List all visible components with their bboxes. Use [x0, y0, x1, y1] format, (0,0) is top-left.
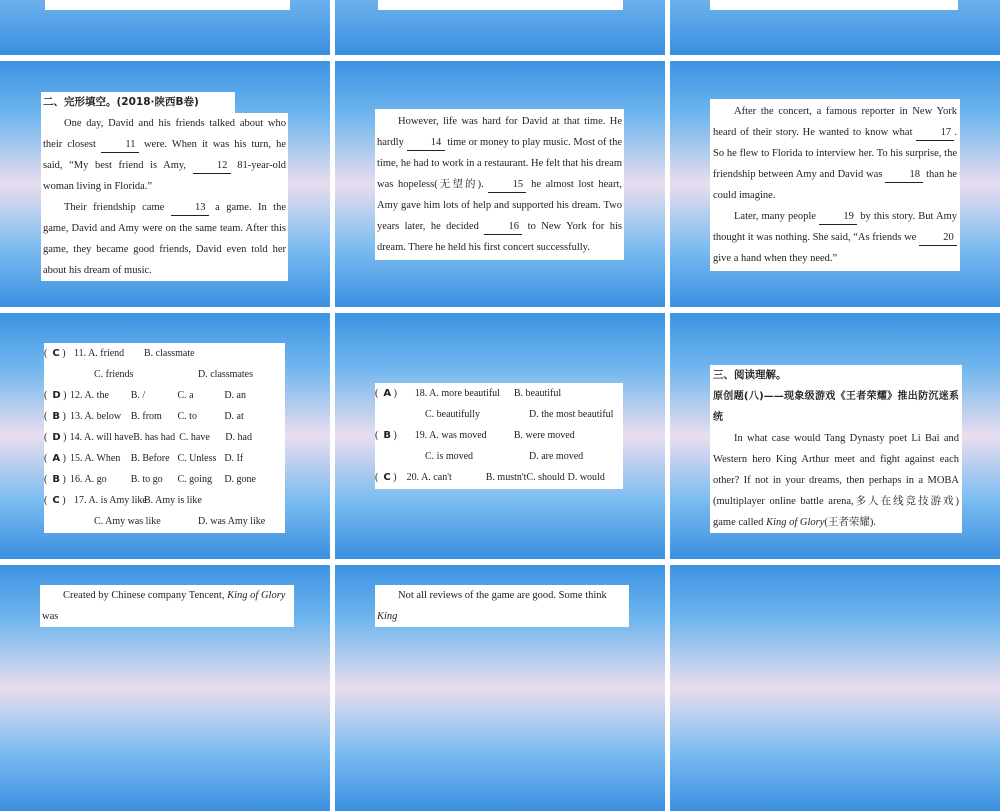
blank-13[interactable]: 13	[171, 201, 209, 216]
passage-card	[710, 99, 960, 271]
answer-row	[375, 404, 623, 425]
option-b: B. mustn't	[485, 472, 527, 483]
option-c: C. going	[177, 474, 212, 485]
option-b: B. from	[130, 411, 162, 422]
option-c: C. Unless	[177, 453, 217, 464]
option-b: B. were moved	[513, 430, 575, 441]
paragraph: Not all reviews of the game are good. Some think King	[377, 590, 607, 622]
answer-row	[44, 448, 285, 469]
answer-bracket: ( C )	[44, 495, 66, 506]
answers-card	[375, 383, 623, 489]
game-title: King	[377, 611, 398, 622]
answer-row	[44, 343, 285, 364]
slide-3[interactable]	[670, 0, 1000, 55]
option-c: C. a	[177, 390, 194, 401]
option-b	[473, 0, 515, 1]
blank-15[interactable]: 15	[488, 178, 526, 193]
answer-row	[44, 490, 285, 511]
answer-bracket: ( B )	[375, 430, 397, 441]
question-option-a: 12. A. the	[70, 390, 109, 401]
option-d: D. would	[567, 472, 605, 483]
paragraph: Later, many people 19 by this story. But Amy thought it was nothing. She said, “As friends we 20 give a hand when they need.”	[713, 211, 957, 264]
spacer	[44, 364, 94, 385]
question-option-a: 15. A. When	[70, 453, 121, 464]
option-a	[760, 0, 843, 1]
slide-1[interactable]	[0, 0, 330, 55]
spacer	[375, 404, 425, 425]
option-d	[192, 0, 236, 1]
slide-12[interactable]	[670, 565, 1000, 811]
option-c: C. Amy was like	[94, 516, 161, 527]
option-c	[515, 0, 569, 1]
paragraph: One day, David and his friends talked about who their closest 11 were. When it was his turn, he said, “My best friend is Amy, 12 81-year-old woman living in Florida.”	[43, 118, 286, 192]
answer-row	[375, 383, 623, 404]
spacer	[375, 446, 425, 467]
slide-6[interactable]	[670, 61, 1000, 307]
section-heading: 三、阅读理解。	[713, 369, 787, 381]
slide-8[interactable]	[335, 313, 665, 559]
option-c: C. beautifully	[425, 409, 480, 420]
option-d: D. an	[224, 390, 246, 401]
question-option-a: 20. A. can't	[406, 472, 452, 483]
option-d: D. classmates	[198, 369, 253, 380]
answer-row	[44, 385, 285, 406]
option-d: D. was Amy like	[198, 516, 266, 527]
blank-17[interactable]: 17	[916, 126, 954, 141]
question-option-a: 19. A. was moved	[414, 430, 487, 441]
blank-11[interactable]: 11	[101, 138, 139, 153]
blank-16[interactable]: 16	[484, 220, 522, 235]
passage-card	[710, 365, 962, 533]
option-c: C. friends	[94, 369, 134, 380]
option-c: C. to	[177, 411, 197, 422]
options-card	[45, 0, 290, 10]
slide-10[interactable]	[0, 565, 330, 811]
passage-card	[375, 109, 624, 260]
answer-row	[44, 427, 285, 448]
option-d: D. the most beautiful	[529, 409, 614, 420]
answer-bracket: ( B )	[44, 411, 66, 422]
question-option-a: 17. A. is Amy like	[74, 495, 147, 506]
blank-14[interactable]: 14	[407, 136, 445, 151]
option-c: C. is moved	[425, 451, 474, 462]
answer-row	[44, 511, 285, 532]
paragraph: However, life was hard for David at that time. He hardly 14 time or money to play music. Most of the time, he had to work in a restaurant. He felt that his dream was hopeless(无望的). 15 he almost lost heart, Amy gave him lots of help and supported his dream. Two years later, he decided 16 to New York for his dream. There he held his first concert successfully.	[377, 116, 622, 253]
answer-bracket: ( A )	[375, 388, 397, 399]
option-b	[843, 0, 909, 1]
question-option-a: 16. A. go	[70, 474, 107, 485]
option-d: D. had	[225, 432, 252, 443]
answer-list	[375, 383, 623, 488]
slide-2[interactable]	[335, 0, 665, 55]
spacer	[44, 511, 94, 532]
option-b: B. /	[130, 390, 146, 401]
option-c: C. should	[526, 472, 565, 483]
answer-bracket: ( D )	[44, 432, 67, 443]
question-option-a: 18. A. more beautiful	[414, 388, 500, 399]
option-d: D. are moved	[529, 451, 584, 462]
option-c: C. have	[179, 432, 210, 443]
option-d: D. If	[224, 453, 244, 464]
game-title: King of Glory	[227, 590, 286, 601]
question-option-a: 13. A. below	[70, 411, 122, 422]
question-option-a: 14. A. will have	[69, 432, 134, 443]
answer-row	[375, 425, 623, 446]
option-c	[909, 0, 945, 1]
option-b: B. Amy is like	[144, 495, 202, 506]
slide-7[interactable]	[0, 313, 330, 559]
answer-row	[44, 469, 285, 490]
option-d: D. at	[224, 411, 244, 422]
answer-bracket: ( A )	[44, 453, 66, 464]
option-b: B. beautiful	[513, 388, 562, 399]
answer-bracket: ( C )	[44, 348, 66, 359]
sub-heading: 原创题(八)——现象级游戏《王者荣耀》推出防沉迷系统	[713, 391, 959, 423]
options-card	[710, 0, 958, 10]
passage-card	[40, 585, 294, 627]
heading-card	[41, 92, 235, 114]
paragraph: In what case would Tang Dynasty poet Li Bai and Western hero King Arthur meet and fight against each other? If not in your dreams, then perhaps in a MOBA (multiplayer online battle arena,多人在线竞技游戏) game called King of Glory(王者荣耀).	[713, 433, 959, 528]
blank-19[interactable]: 19	[819, 210, 857, 225]
blank-18[interactable]: 18	[885, 168, 923, 183]
passage-card	[375, 585, 629, 627]
passage-card	[41, 113, 288, 281]
option-d	[569, 0, 601, 1]
option-a	[421, 0, 473, 1]
answers-card	[44, 343, 285, 533]
blank-20[interactable]: 20	[919, 231, 957, 246]
answer-list	[44, 343, 285, 532]
option-b: B. has had	[133, 432, 176, 443]
question-option-a: 11. A. friend	[74, 348, 125, 359]
option-d: D. gone	[224, 474, 256, 485]
answer-row	[44, 364, 285, 385]
option-c	[90, 0, 192, 1]
options-card	[378, 0, 623, 10]
slide-9[interactable]	[670, 313, 1000, 559]
paragraph: Created by Chinese company Tencent, King of Glory was	[42, 590, 286, 622]
paragraph: After the concert, a famous reporter in New York heard of their story. He wanted to know what 17 . So he flew to Florida to interview her. To his surprise, the friendship between Amy and David was 18 than he could imagine.	[713, 106, 957, 201]
answer-row	[375, 446, 623, 467]
game-title: King of Glory	[766, 517, 825, 528]
answer-row	[375, 467, 623, 488]
option-b: B. to go	[130, 474, 163, 485]
option-b: B. Before	[130, 453, 170, 464]
answer-bracket: ( C )	[375, 472, 397, 483]
option-b: B. classmate	[144, 348, 195, 359]
answer-bracket: ( B )	[44, 474, 66, 485]
blank-12[interactable]: 12	[193, 159, 231, 174]
slide-4[interactable]	[0, 61, 330, 307]
paragraph: Their friendship came 13 a game. In the game, David and Amy were on the same team. After this game, they became good friends, David even told her about his dream of music.	[43, 202, 286, 276]
answer-row	[44, 406, 285, 427]
section-heading: 二、完形填空。(2018·陕西B卷)	[43, 96, 199, 108]
slide-11[interactable]	[335, 565, 665, 811]
answer-bracket: ( D )	[44, 390, 67, 401]
slide-5[interactable]	[335, 61, 665, 307]
